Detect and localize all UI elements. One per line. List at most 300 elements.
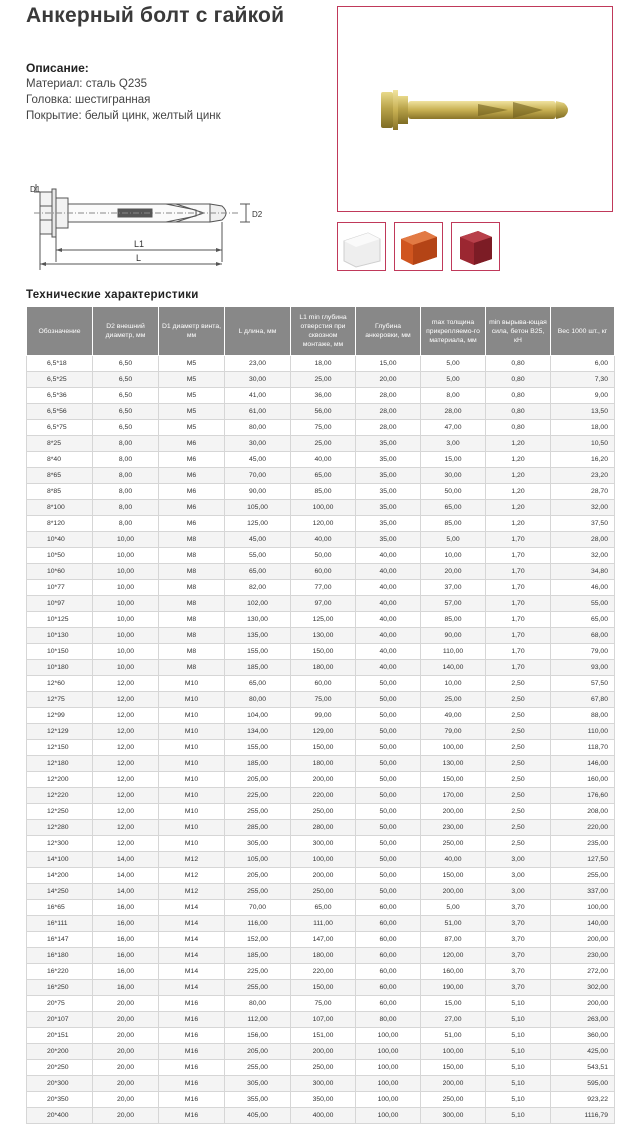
table-cell: 2,50: [486, 756, 551, 772]
table-cell: 5,10: [486, 1028, 551, 1044]
table-cell: 360,00: [551, 1028, 615, 1044]
description-line: Материал: сталь Q235: [26, 78, 148, 90]
table-cell: 75,00: [291, 692, 356, 708]
table-cell: 20*200: [27, 1044, 93, 1060]
table-cell: 6,5*36: [27, 388, 93, 404]
material-swatch-brick: [394, 222, 443, 271]
table-cell: 40,00: [356, 548, 421, 564]
table-cell: 9,00: [551, 388, 615, 404]
table-cell: 12*300: [27, 836, 93, 852]
table-cell: 0,80: [486, 372, 551, 388]
table-cell: 225,00: [225, 964, 291, 980]
table-cell: 1,70: [486, 660, 551, 676]
table-cell: 146,00: [551, 756, 615, 772]
table-cell: 16,00: [93, 932, 159, 948]
table-cell: 50,00: [356, 884, 421, 900]
table-cell: 12,00: [93, 692, 159, 708]
table-cell: 250,00: [291, 804, 356, 820]
table-cell: 12,00: [93, 836, 159, 852]
table-cell: 10,00: [93, 564, 159, 580]
table-row: [27, 916, 615, 932]
table-cell: 20,00: [356, 372, 421, 388]
table-cell: 6,5*25: [27, 372, 93, 388]
table-cell: 36,00: [291, 388, 356, 404]
table-cell: 185,00: [225, 948, 291, 964]
table-cell: 50,00: [356, 788, 421, 804]
table-cell: 127,50: [551, 852, 615, 868]
table-cell: 32,00: [551, 500, 615, 516]
table-cell: 118,70: [551, 740, 615, 756]
table-cell: 10*180: [27, 660, 93, 676]
table-cell: M8: [159, 580, 225, 596]
drawing-label-d1: D1: [30, 185, 41, 194]
table-cell: 50,00: [356, 692, 421, 708]
table-cell: 100,00: [356, 1028, 421, 1044]
drawing-label-d2: D2: [252, 210, 263, 219]
table-cell: M10: [159, 788, 225, 804]
table-cell: 107,00: [291, 1012, 356, 1028]
table-cell: 2,50: [486, 740, 551, 756]
table-cell: 10*40: [27, 532, 93, 548]
table-cell: 65,00: [225, 564, 291, 580]
table-cell: 200,00: [421, 884, 486, 900]
table-cell: 57,50: [551, 676, 615, 692]
table-cell: 15,00: [421, 996, 486, 1012]
table-cell: M16: [159, 1060, 225, 1076]
column-header: D1 диаметр винта, мм: [159, 307, 225, 356]
table-cell: 20,00: [93, 1076, 159, 1092]
table-cell: M12: [159, 852, 225, 868]
table-row: [27, 788, 615, 804]
table-cell: 8*85: [27, 484, 93, 500]
table-row: [27, 612, 615, 628]
table-row: [27, 1092, 615, 1108]
table-cell: 150,00: [421, 772, 486, 788]
table-row: [27, 420, 615, 436]
table-cell: 1,20: [486, 436, 551, 452]
description-heading: Описание:: [26, 61, 89, 75]
table-cell: 14*200: [27, 868, 93, 884]
table-cell: 16*220: [27, 964, 93, 980]
table-cell: 55,00: [225, 548, 291, 564]
table-cell: 35,00: [356, 532, 421, 548]
table-row: [27, 596, 615, 612]
table-cell: 1,70: [486, 532, 551, 548]
table-cell: 80,00: [225, 420, 291, 436]
table-cell: 16,00: [93, 916, 159, 932]
table-cell: M5: [159, 372, 225, 388]
table-cell: 2,50: [486, 820, 551, 836]
table-cell: 60,00: [356, 900, 421, 916]
anchor-bolt-image: [338, 7, 612, 211]
table-cell: 1,70: [486, 628, 551, 644]
table-cell: 200,00: [291, 868, 356, 884]
table-cell: M8: [159, 532, 225, 548]
table-cell: 10*125: [27, 612, 93, 628]
table-cell: 93,00: [551, 660, 615, 676]
table-cell: M16: [159, 1076, 225, 1092]
table-row: [27, 740, 615, 756]
table-cell: 10,00: [93, 628, 159, 644]
table-cell: 150,00: [291, 980, 356, 996]
table-cell: 923,22: [551, 1092, 615, 1108]
table-cell: 3,00: [486, 852, 551, 868]
table-cell: 220,00: [291, 964, 356, 980]
table-cell: 10,00: [93, 532, 159, 548]
table-cell: 8*40: [27, 452, 93, 468]
table-cell: 25,00: [291, 436, 356, 452]
table-cell: 129,00: [291, 724, 356, 740]
table-cell: 10,00: [421, 676, 486, 692]
table-cell: 30,00: [421, 468, 486, 484]
table-cell: M6: [159, 452, 225, 468]
table-cell: M10: [159, 836, 225, 852]
table-row: [27, 644, 615, 660]
table-cell: 12*129: [27, 724, 93, 740]
table-row: [27, 628, 615, 644]
table-cell: 10*50: [27, 548, 93, 564]
table-cell: 12*180: [27, 756, 93, 772]
table-cell: M14: [159, 900, 225, 916]
table-cell: 56,00: [291, 404, 356, 420]
table-cell: 20*151: [27, 1028, 93, 1044]
table-cell: 5,10: [486, 1012, 551, 1028]
table-cell: 37,50: [551, 516, 615, 532]
table-cell: M10: [159, 772, 225, 788]
table-cell: 2,50: [486, 692, 551, 708]
table-cell: 60,00: [356, 980, 421, 996]
table-cell: 5,00: [421, 372, 486, 388]
table-cell: 200,00: [291, 1044, 356, 1060]
table-cell: 75,00: [291, 420, 356, 436]
table-cell: 185,00: [225, 660, 291, 676]
table-cell: 16,00: [93, 980, 159, 996]
table-cell: M8: [159, 612, 225, 628]
table-cell: M8: [159, 596, 225, 612]
table-cell: 50,00: [356, 836, 421, 852]
table-cell: 61,00: [225, 404, 291, 420]
table-cell: 12*150: [27, 740, 93, 756]
table-cell: 105,00: [225, 852, 291, 868]
table-cell: 13,50: [551, 404, 615, 420]
table-cell: 50,00: [356, 756, 421, 772]
table-cell: 40,00: [356, 612, 421, 628]
table-cell: 305,00: [225, 1076, 291, 1092]
table-cell: M10: [159, 740, 225, 756]
column-header: L1 min глубина отверстия при сквозном монтаже, мм: [291, 307, 356, 356]
table-row: [27, 580, 615, 596]
table-cell: 68,00: [551, 628, 615, 644]
column-header: Глубина анкеровки, мм: [356, 307, 421, 356]
table-row: [27, 900, 615, 916]
table-row: [27, 996, 615, 1012]
table-cell: 23,00: [225, 356, 291, 372]
table-cell: 5,00: [421, 356, 486, 372]
table-cell: 8*100: [27, 500, 93, 516]
table-cell: 425,00: [551, 1044, 615, 1060]
table-cell: 20,00: [93, 996, 159, 1012]
table-cell: 1,70: [486, 580, 551, 596]
table-cell: 8,00: [93, 484, 159, 500]
table-cell: 120,00: [421, 948, 486, 964]
table-cell: 65,00: [291, 468, 356, 484]
table-cell: 46,00: [551, 580, 615, 596]
table-cell: 50,00: [356, 804, 421, 820]
table-cell: 85,00: [291, 484, 356, 500]
table-row: [27, 868, 615, 884]
table-cell: 10,00: [93, 612, 159, 628]
table-cell: 116,00: [225, 916, 291, 932]
table-cell: 2,50: [486, 676, 551, 692]
table-cell: 2,50: [486, 708, 551, 724]
table-cell: 160,00: [551, 772, 615, 788]
table-cell: 60,00: [356, 932, 421, 948]
table-cell: 12*220: [27, 788, 93, 804]
table-cell: 110,00: [421, 644, 486, 660]
table-cell: 28,00: [356, 404, 421, 420]
table-cell: 302,00: [551, 980, 615, 996]
table-row: [27, 1044, 615, 1060]
description-block: [26, 60, 221, 124]
table-cell: 15,00: [421, 452, 486, 468]
table-cell: 5,10: [486, 1076, 551, 1092]
table-cell: 200,00: [421, 1076, 486, 1092]
table-cell: 99,00: [291, 708, 356, 724]
table-cell: M16: [159, 1092, 225, 1108]
table-cell: 35,00: [356, 500, 421, 516]
table-cell: 130,00: [225, 612, 291, 628]
table-row: [27, 692, 615, 708]
table-cell: 130,00: [291, 628, 356, 644]
table-cell: 23,20: [551, 468, 615, 484]
table-cell: 100,00: [551, 900, 615, 916]
table-cell: M6: [159, 436, 225, 452]
table-row: [27, 756, 615, 772]
table-cell: 300,00: [291, 1076, 356, 1092]
table-cell: 50,00: [291, 548, 356, 564]
table-cell: M8: [159, 644, 225, 660]
table-row: [27, 724, 615, 740]
table-cell: 300,00: [421, 1108, 486, 1124]
table-cell: 40,00: [356, 596, 421, 612]
table-cell: M10: [159, 804, 225, 820]
table-cell: 75,00: [291, 996, 356, 1012]
table-cell: 110,00: [551, 724, 615, 740]
table-cell: 40,00: [356, 660, 421, 676]
table-cell: 400,00: [291, 1108, 356, 1124]
table-cell: 45,00: [225, 452, 291, 468]
table-cell: 90,00: [225, 484, 291, 500]
table-cell: 85,00: [421, 516, 486, 532]
table-cell: 235,00: [551, 836, 615, 852]
table-cell: 0,80: [486, 404, 551, 420]
table-cell: 1,70: [486, 596, 551, 612]
table-cell: 67,80: [551, 692, 615, 708]
table-cell: 8,00: [93, 516, 159, 532]
table-cell: 8*65: [27, 468, 93, 484]
table-cell: 5,00: [421, 532, 486, 548]
table-cell: M10: [159, 820, 225, 836]
table-cell: 14,00: [93, 868, 159, 884]
table-cell: 543,51: [551, 1060, 615, 1076]
column-header: D2 внешний диаметр, мм: [93, 307, 159, 356]
table-cell: 263,00: [551, 1012, 615, 1028]
table-cell: 6,50: [93, 388, 159, 404]
table-cell: 28,00: [421, 404, 486, 420]
table-cell: 272,00: [551, 964, 615, 980]
table-cell: 60,00: [291, 564, 356, 580]
table-cell: 152,00: [225, 932, 291, 948]
table-cell: 2,50: [486, 836, 551, 852]
table-cell: 337,00: [551, 884, 615, 900]
table-cell: 200,00: [421, 804, 486, 820]
table-cell: 12,00: [93, 708, 159, 724]
table-row: [27, 356, 615, 372]
table-cell: 0,80: [486, 420, 551, 436]
table-cell: M14: [159, 964, 225, 980]
table-cell: M5: [159, 356, 225, 372]
table-cell: 40,00: [356, 628, 421, 644]
table-cell: 1,20: [486, 516, 551, 532]
table-cell: 2,50: [486, 788, 551, 804]
table-cell: 20,00: [93, 1028, 159, 1044]
table-cell: 28,00: [356, 420, 421, 436]
table-cell: 0,80: [486, 388, 551, 404]
table-cell: M16: [159, 1028, 225, 1044]
table-cell: 112,00: [225, 1012, 291, 1028]
table-cell: 12,00: [93, 804, 159, 820]
table-cell: 3,70: [486, 916, 551, 932]
table-cell: 37,00: [421, 580, 486, 596]
table-cell: 16,20: [551, 452, 615, 468]
table-cell: 1,70: [486, 612, 551, 628]
table-cell: 180,00: [291, 660, 356, 676]
table-cell: 79,00: [551, 644, 615, 660]
table-cell: 5,10: [486, 1060, 551, 1076]
column-header: max толщина прикрепляемо-го материала, мм: [421, 307, 486, 356]
table-cell: 190,00: [421, 980, 486, 996]
table-cell: 3,00: [421, 436, 486, 452]
table-cell: 12*75: [27, 692, 93, 708]
table-cell: 111,00: [291, 916, 356, 932]
table-cell: M10: [159, 724, 225, 740]
table-cell: 1,70: [486, 548, 551, 564]
spec-table-header-row: [27, 307, 615, 356]
table-row: [27, 468, 615, 484]
table-cell: 160,00: [421, 964, 486, 980]
table-cell: 1,20: [486, 468, 551, 484]
table-cell: 50,00: [356, 868, 421, 884]
table-cell: 595,00: [551, 1076, 615, 1092]
table-cell: 50,00: [356, 772, 421, 788]
table-cell: M12: [159, 868, 225, 884]
column-header: min вырыва-ющая сила, бетон B25, кН: [486, 307, 551, 356]
table-cell: 2,50: [486, 772, 551, 788]
table-cell: 8,00: [93, 500, 159, 516]
table-cell: 50,00: [356, 724, 421, 740]
table-cell: 10*150: [27, 644, 93, 660]
table-cell: 50,00: [356, 740, 421, 756]
table-cell: 65,00: [421, 500, 486, 516]
table-cell: 60,00: [291, 676, 356, 692]
table-cell: 25,00: [291, 372, 356, 388]
table-cell: 8*120: [27, 516, 93, 532]
table-cell: 155,00: [225, 740, 291, 756]
table-cell: 3,70: [486, 980, 551, 996]
table-row: [27, 836, 615, 852]
table-cell: 65,00: [291, 900, 356, 916]
table-cell: 8,00: [421, 388, 486, 404]
table-cell: 65,00: [551, 612, 615, 628]
table-cell: 104,00: [225, 708, 291, 724]
table-row: [27, 964, 615, 980]
table-cell: 150,00: [421, 1060, 486, 1076]
table-cell: 135,00: [225, 628, 291, 644]
table-cell: 14,00: [93, 884, 159, 900]
table-cell: 220,00: [551, 820, 615, 836]
table-cell: 90,00: [421, 628, 486, 644]
table-cell: 1,70: [486, 564, 551, 580]
table-cell: 230,00: [551, 948, 615, 964]
table-cell: 6,50: [93, 372, 159, 388]
table-cell: 50,00: [356, 676, 421, 692]
table-cell: 200,00: [551, 996, 615, 1012]
table-cell: 20*350: [27, 1092, 93, 1108]
table-cell: 10,00: [93, 580, 159, 596]
table-cell: 60,00: [356, 916, 421, 932]
table-cell: 30,00: [225, 372, 291, 388]
table-cell: 10*97: [27, 596, 93, 612]
table-cell: 50,00: [356, 852, 421, 868]
table-cell: 28,00: [551, 532, 615, 548]
table-row: [27, 884, 615, 900]
table-cell: 10,00: [93, 596, 159, 612]
table-row: [27, 660, 615, 676]
table-cell: 180,00: [291, 756, 356, 772]
table-cell: 82,00: [225, 580, 291, 596]
description-line: Покрытие: белый цинк, желтый цинк: [26, 110, 221, 122]
table-cell: 35,00: [356, 484, 421, 500]
table-cell: 140,00: [551, 916, 615, 932]
table-cell: 12,00: [93, 820, 159, 836]
table-cell: 10*130: [27, 628, 93, 644]
table-cell: 225,00: [225, 788, 291, 804]
table-cell: 20,00: [93, 1060, 159, 1076]
table-cell: 255,00: [225, 1060, 291, 1076]
table-cell: 255,00: [225, 980, 291, 996]
table-row: [27, 452, 615, 468]
anchor-technical-drawing: [26, 180, 276, 272]
table-cell: 100,00: [421, 1044, 486, 1060]
table-row: [27, 708, 615, 724]
table-cell: M10: [159, 676, 225, 692]
table-cell: M6: [159, 516, 225, 532]
table-cell: 60,00: [356, 964, 421, 980]
table-cell: 87,00: [421, 932, 486, 948]
table-cell: 100,00: [291, 500, 356, 516]
table-cell: 80,00: [225, 996, 291, 1012]
column-header: Обозначение: [27, 307, 93, 356]
table-cell: 6,5*75: [27, 420, 93, 436]
spec-table: [26, 306, 615, 1124]
table-row: [27, 548, 615, 564]
table-cell: 5,10: [486, 1044, 551, 1060]
table-cell: M16: [159, 1012, 225, 1028]
table-cell: 15,00: [356, 356, 421, 372]
table-cell: 40,00: [356, 580, 421, 596]
table-cell: 350,00: [291, 1092, 356, 1108]
table-cell: 150,00: [291, 740, 356, 756]
